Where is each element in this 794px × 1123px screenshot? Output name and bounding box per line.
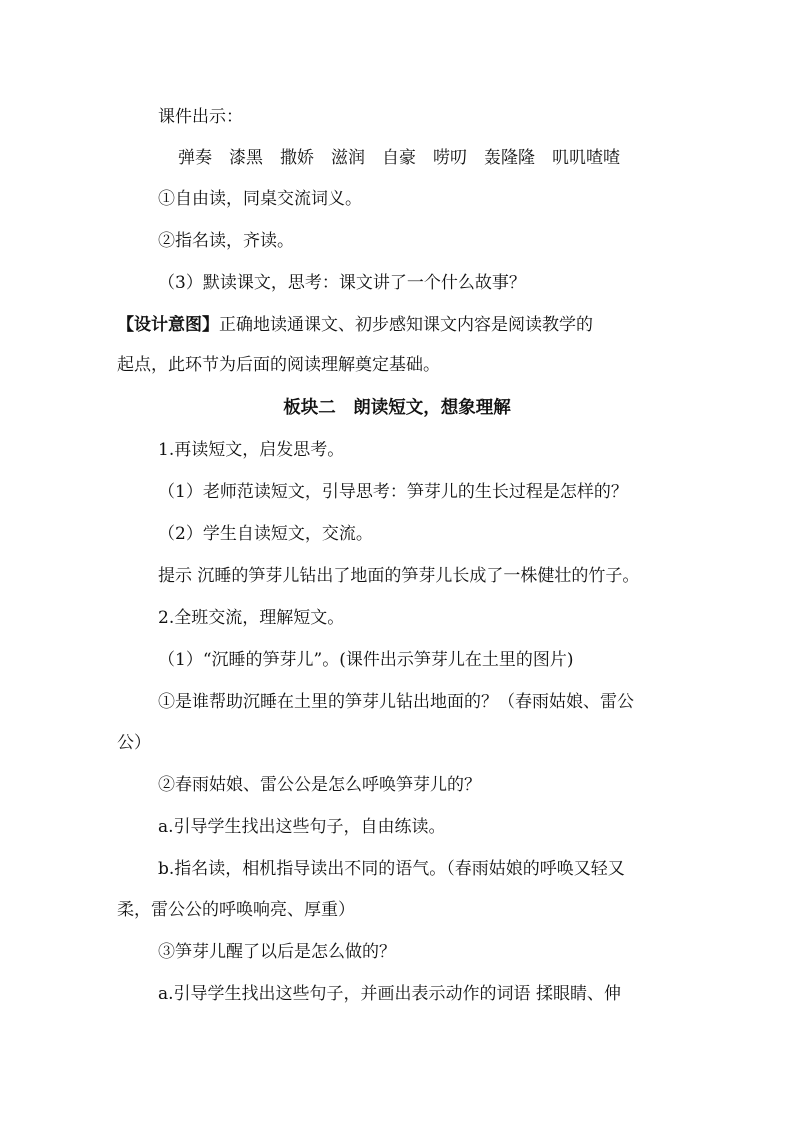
question-who-helped-continued: 公） — [117, 733, 151, 753]
vocab-word: 叽叽喳喳 — [552, 148, 620, 168]
step-free-reading: ①自由读，同桌交流词义。 — [158, 189, 362, 209]
step-tone-guidance: b.指名读，相机指导读出不同的语气。（春雨姑娘的呼唤又轻又 — [158, 859, 625, 879]
section-title: 板块二 朗读短文，想象理解 — [283, 398, 511, 418]
vocabulary-list — [178, 146, 738, 170]
step-tone-guidance-continued: 柔，雷公公的呼唤响亮、厚重） — [117, 900, 355, 920]
vocab-word: 撒娇 — [280, 148, 314, 168]
subitem-note: (课件出示笋芽儿在土里的图片) — [339, 650, 574, 670]
item-reread: 1.再读短文，启发思考。 — [158, 440, 345, 460]
subitem-title: （1）“沉睡的笋芽儿”。 — [158, 650, 340, 670]
design-intent-continued: 起点，此环节为后面的阅读理解奠定基础。 — [117, 355, 440, 375]
step-find-sentences: a.引导学生找出这些句子，自由练读。 — [158, 817, 446, 837]
step-find-action-words: a.引导学生找出这些句子，并画出表示动作的词语 揉眼睛、伸 — [158, 984, 621, 1004]
step-named-reading: ②指名读，齐读。 — [158, 231, 294, 251]
design-intent-text: 正确地读通课文、初步感知课文内容是阅读教学的 — [219, 315, 593, 335]
vocab-word: 滋润 — [331, 148, 365, 168]
subitem-sleeping-shoot — [158, 648, 718, 672]
item-class-discussion: 2.全班交流，理解短文。 — [158, 608, 345, 628]
step-silent-reading: （3）默读课文，思考：课文讲了一个什么故事？ — [158, 273, 526, 293]
design-intent-line — [117, 313, 677, 337]
vocab-word: 轰隆隆 — [484, 148, 535, 168]
question-who-helped: ①是谁帮助沉睡在土里的笋芽儿钻出地面的？（春雨姑娘、雷公 — [158, 692, 634, 712]
hint-line: 提示 沉睡的笋芽儿钻出了地面的笋芽儿长成了一株健壮的竹子。 — [158, 566, 640, 586]
design-intent-label: 【设计意图】 — [117, 315, 219, 335]
vocab-word: 自豪 — [382, 148, 416, 168]
item-teacher-reading: （1）老师范读短文，引导思考：笋芽儿的生长过程是怎样的？ — [158, 482, 628, 502]
item-self-reading: （2）学生自读短文，交流。 — [158, 524, 373, 544]
vocab-word: 唠叨 — [433, 148, 467, 168]
vocab-word: 漆黑 — [229, 148, 263, 168]
question-how-called: ②春雨姑娘、雷公公是怎么呼唤笋芽儿的？ — [158, 775, 481, 795]
question-after-waking: ③笋芽儿醒了以后是怎么做的？ — [158, 942, 396, 962]
vocab-word: 弹奏 — [178, 148, 212, 168]
courseware-heading: 课件出示： — [158, 107, 243, 127]
